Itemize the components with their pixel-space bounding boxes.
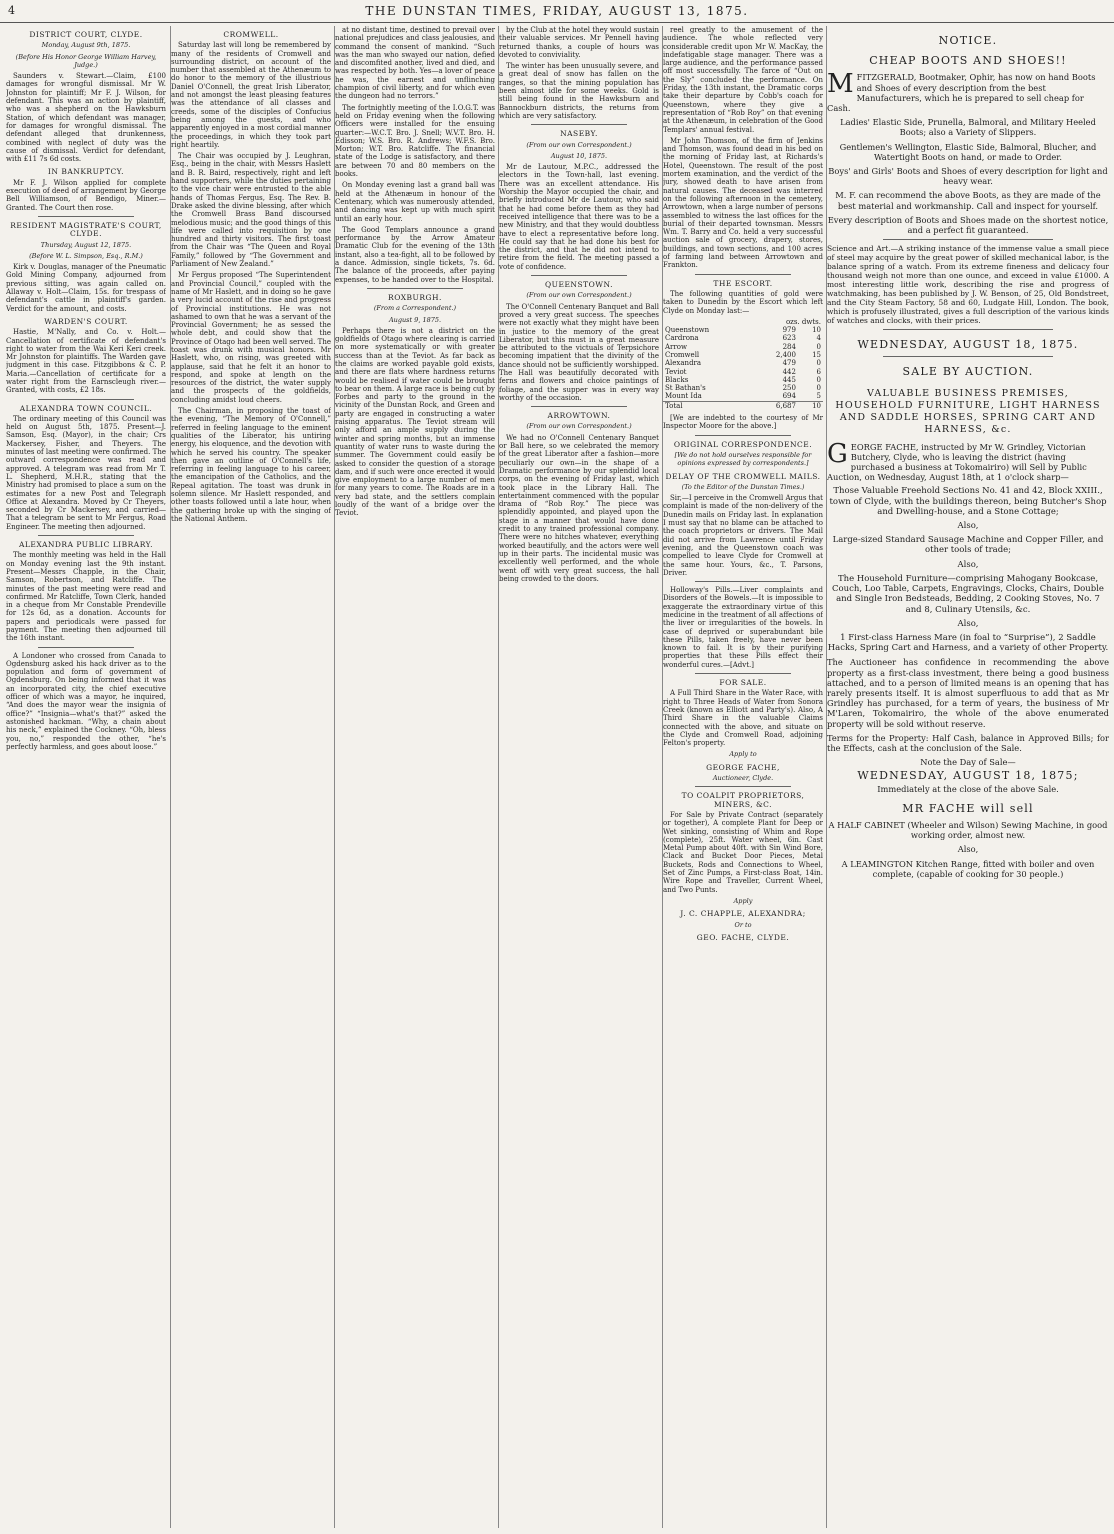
divider: [695, 673, 791, 674]
column-2: [170, 26, 331, 1528]
auction-lot: Also,: [957, 559, 979, 570]
divider: [531, 275, 627, 276]
rm-court-bench: (Before W. L. Simpson, Esq., R.M.): [29, 251, 143, 260]
auction-terms: Terms for the Property: Half Cash, balance in Approved Bills; for the Effects, cash at the conclusion of the Sale.: [827, 732, 1109, 753]
original-correspondence-disclaimer: [We do not hold ourselves responsible for opinions expressed by correspondents.]: [674, 450, 812, 468]
escort-dwt: 6: [816, 367, 821, 376]
boots-heading: CHEAP BOOTS AND SHOES!!: [869, 54, 1067, 68]
for-sale-heading: FOR SALE.: [719, 678, 767, 688]
divider: [883, 356, 1052, 357]
roxburgh-heading: ROXBURGH.: [388, 292, 442, 302]
for-sale-apply: Apply to: [729, 750, 757, 759]
continued-text-2: The fortnightly meeting of the I.O.G.T. was held on Friday evening when the following Officers were installed for the ensuing quarter:—W.C.T. Bro. J. Snell; W.V.T. Bro. H. Edisson; W.S. Bro. R. Andrews; W.F.S. Bro. Morton; W.T. Bro. Ratcliffe. The financial state of the Lodge is satisfactory, and there are between 70 and 80 members on the books.: [335, 103, 495, 179]
arrowtown-continued-text: reel greatly to the amusement of the audience. The whole reflected very considerable credit upon Mr W. MacKay, the indefatigable stage manager. There was a large audience, and the performance passed off most successfully. The farce of “Out on the Sly” concluded the performance. On Friday, the 13th instant, the Dramatic corps take their departure by Cobb's coach for Queenstown, where they give a representation of “Rob Roy” on that evening at the Athenæum, in celebration of the Good Templars' annual festival.: [663, 26, 823, 134]
escort-dwt: 0: [816, 384, 821, 393]
escort-oz: 623: [782, 334, 796, 343]
club-text: by the Club at the hotel they would sustain their valuable services. Mr Pennell having returned thanks, a couple of hours was devoted to conviviality.: [499, 26, 659, 59]
range-text: A LEAMINGTON Kitchen Range, fitted with boiler and oven complete, (capable of cooking for 30 people.): [841, 858, 1095, 879]
naseby-byline: (From our own Correspondent.): [526, 140, 632, 149]
divider: [695, 435, 791, 436]
escort-place: Cardrona: [665, 334, 699, 343]
coalpit-name-1: J. C. CHAPPLE, ALEXANDRA;: [680, 909, 806, 919]
escort-dwt: 10: [812, 326, 821, 335]
warden-court-text: Hastie, M'Nally, and Co. v. Holt.—Cancellation of certificate of defendant's right to water from the Wai Keri Keri creek. Mr Johnston for plaintiffs. The Warden gave judgment in this case. Fitzgibbons & C. P. Maria.—Cancellation of certificate for a water right from the Earnscleugh river.—Granted, with costs, £2 18s.: [6, 328, 166, 395]
escort-total-label: Total: [663, 401, 751, 410]
boots-item: Boys' and Girls' Boots and Shoes of every description for light and heavy wear.: [828, 166, 1108, 187]
roxburgh-text: Perhaps there is not a district on the goldfields of Otago where clearing is carried on more systematically or with greater success than at the Teviot. As far back as the claims are worked payable gold exists, and there are flats where hardness returns would be realised if water could be brought to bear on them. A large race is being cut by Forbes and party to the ground in the vicinity of the Dunstan Rock, and Green and party are engaged in constructing a water raising apparatus. The Teviot stream will only afford an ample supply during the winter and spring months, but an immense quantity of water runs to waste during the summer. The Government could easily be asked to consider the question of a storage dam, and if such were once erected it would give employment to a large number of men for many years to come. The Roads are in a very bad state, and the settlers complain loudly of the want of a bridge over the Teviot.: [335, 326, 495, 518]
bankruptcy-heading: IN BANKRUPTCY.: [47, 167, 125, 177]
escort-oz: 445: [782, 375, 796, 384]
cabinet-text: A HALF CABINET (Wheeler and Wilson) Sewing Machine, in good working order, almost new.: [828, 819, 1108, 841]
auction-lot: Also,: [957, 521, 979, 532]
escort-oz: 250: [782, 384, 796, 393]
divider: [883, 329, 1052, 330]
cromwell-text-2: The Chair was occupied by J. Leughran, Esq., being in the chair, with Messrs Haslett and B. R. Baird, respectively, right and left hand supporters, while the duties pertaining to the vice chair were entrusted to the able hands of Thomas Fergus, Esq. The Rev. B. Drake asked the divine blessing, after which the Cromwell Brass Band discoursed melodious music; and the good things of this life were called into requisition by one hundred and thirty visitors. The first toast from the Chair was “The Queen and Royal Family,” followed by “The Government and Parliament of New Zealand.”: [171, 152, 331, 269]
original-correspondence-heading: ORIGINAL CORRESPONDENCE.: [673, 439, 813, 449]
boots-dropcap: M: [827, 69, 854, 100]
rm-court-heading: RESIDENT MAGISTRATE'S COURT, CLYDE.: [10, 220, 162, 239]
escort-dwt: 4: [816, 334, 821, 343]
escort-place: St Bathan's: [665, 384, 706, 393]
escort-dwt: 0: [816, 342, 821, 351]
escort-place: Teviot: [665, 367, 687, 376]
escort-place: Arrow: [665, 342, 687, 351]
boots-item: Gentlemen's Wellington, Elastic Side, Balmoral, Blucher, and Watertight Boots on hand, or made to Order.: [839, 141, 1097, 162]
escort-dwt: 5: [816, 392, 821, 401]
table-row: [663, 343, 823, 351]
escort-total-oz: 6,687: [751, 401, 798, 410]
column-4: [498, 26, 659, 1528]
divider: [38, 535, 134, 536]
escort-note: [We are indebted to the courtesy of Mr Inspector Moore for the above.]: [663, 414, 823, 431]
for-sale-name: GEORGE FACHE,: [706, 762, 780, 772]
page-number: 4: [8, 4, 17, 17]
continued-text-1: at no distant time, destined to prevail over national prejudices and class jealousies, and command the consent of mankind. “Such was the man who swayed our nation, defied and discomfited another, lived and died, and was respected by both. Yes—a lover of peace he was, the earnest and unflinching champion of civil liberty, and for which even the dungeon had no terrors.”: [335, 26, 495, 101]
auction-intro: [827, 438, 1109, 483]
divider: [38, 399, 134, 400]
district-court-bench: (Before His Honor George William Harvey, Judge.): [15, 52, 157, 69]
arrowtown-heading: ARROWTOWN.: [547, 411, 611, 421]
escort-place: Mount Ida: [665, 392, 702, 401]
divider: [531, 124, 627, 125]
escort-unit-row: [663, 318, 823, 326]
escort-intro: The following quantities of gold were taken to Dunedin by the Escort which left Clyde on Monday last:—: [663, 289, 823, 315]
divider: [695, 786, 791, 787]
column-3: [334, 26, 495, 1528]
coalpit-name-2: GEO. FACHE, CLYDE.: [696, 932, 790, 942]
delay-mails-heading: DELAY OF THE CROMWELL MAILS.: [665, 471, 821, 481]
auction-intro-text: EORGE FACHE, instructed by Mr W. Grindley, Victorian Butchery, Clyde, who is leaving the district (having purchased a business at Tokomairiro) will Sell by Public Auction, on Wednesday, August 18th, at 1 o'clock sharp—: [827, 441, 1087, 483]
arrowtown-byline: (From our own Correspondent.): [526, 422, 632, 431]
divider: [367, 288, 463, 289]
queenstown-byline: (From our own Correspondent.): [526, 291, 632, 300]
rm-court-date: Thursday, August 12, 1875.: [40, 240, 132, 249]
escort-total-dwt: 10: [798, 401, 823, 410]
arrowtown-text: We had no O'Connell Centenary Banquet or Ball here, so we celebrated the memory of the great Liberator after a fashion—more peculiarly our own—in the shape of a Dramatic performance by our splendid local corps, on the evening of Friday last, which took place in the Library Hall. The entertainment commenced with the popular drama of “Rob Roy.” The piece was splendidly appointed, and played upon the stage in a manner that would have done credit to any trained professional company. There were no hitches whatever, everything worked beautifully, and the actors were well up in their parts. The incidental music was excellently well performed, and the whole went off with very great success, the hall being crowded to the doors.: [499, 433, 659, 583]
escort-dwt: 15: [812, 350, 821, 359]
alexandra-council-text: The ordinary meeting of this Council was held on August 5th, 1875. Present—J. Samson, Esq. (Mayor), in the chair; Crs Mackersey, Fisher, and Theyers. The minutes of last meeting were confirmed. The outward correspondence was read and approved. A telegram was read from Mr T. L. Shepherd, M.H.R., stating that the Ministry had promised to place a sum on the estimates for a new Post and Telegraph Office at Alexandra. Moved by Cr Theyers, seconded by Cr Mackersey, and carried—That a telegram be sent to Mr Fergus, Road Engineer. The meeting then adjourned.: [6, 414, 166, 531]
escort-place: Cromwell: [665, 350, 700, 359]
boots-item: M. F. can recommend the above Boots, as they are made of the best material and workmanship. Call and inspect for yourself.: [835, 190, 1101, 211]
table-row: [663, 392, 823, 401]
escort-oz: 284: [782, 342, 796, 351]
table-row: [663, 359, 823, 367]
column-5: [662, 26, 823, 1528]
auction-lot: The Household Furniture—comprising Mahogany Bookcase, Couch, Loo Table, Carpets, Engravings, Clocks, Chairs, Double and Single Iron Bedsteads, Bedding, 2 Cooking Stoves, No. 7 and 8, Culinary Utensils, &c.: [832, 573, 1104, 615]
auction-lot: Those Valuable Freehold Sections No. 41 and 42, Block XXIII., town of Clyde, with the buildings thereon, being Butcher's Shop and Dwelling-house, and a Stone Cottage;: [829, 486, 1107, 517]
continued-text-3: On Monday evening last a grand ball was held at the Athenæum in honour of the Centenary, which was numerously attended, and dancing was kept up with much spirit until an early hour.: [335, 181, 495, 223]
roxburgh-byline: (From a Correspondent.): [373, 304, 457, 313]
escort-oz: 2,400: [775, 350, 796, 359]
coalpit-text: For Sale by Private Contract (separately or together), A complete Plant for Deep or Wet sinking, consisting of Whim and Rope (complete), 25ft. Water wheel, 6in. Cast Metal Pump about 40ft. with Sin Wind Bore, Clack and Bucket Door Pieces, Metal Buckets, Rods and Connections to Wheel, Set of Zinc Pumps, a First-class Boat, 14in. Wire Rope and Traveller, Current Wheel, and Two Punts.: [663, 810, 823, 894]
science-art-text: Science and Art.—A striking instance of the immense value a small piece of steel may acquire by the great power of skilled mechanical labor, is the balance spring of a watch. From its extreme fineness and delicacy four thousand weigh not more than one ounce, and exceed in value £1000. A most interesting little work, describing the rise and progress of watchmaking, has been published by J. W. Benson, of 25, Old Bondstreet, and the City Steam Factory, 58 and 60, Ludgate Hill, London. The book, which is profusely illustrated, gives a full description of the various kinds of watches and clocks, with their prices.: [827, 244, 1109, 326]
escort-oz: 694: [782, 392, 796, 401]
auction-confidence: The Auctioneer has confidence in recommending the above property as a first-class investment, there being a good business attached, and to a person of limited means is an opening that has rarely presents itself. It is almost superfluous to add that as Mr Grindley has purchased, for a term of years, the business of Mr M'Laren, Tokomairiro, the whole of the above enumerated property will be sold without reserve.: [827, 657, 1109, 729]
library-heading: ALEXANDRA PUBLIC LIBRARY.: [19, 540, 153, 550]
auction-dropcap: G: [827, 438, 848, 469]
notice-heading: NOTICE.: [938, 34, 998, 47]
boots-item: Every description of Boots and Shoes made on the shortest notice, and a perfect fit guaranteed.: [827, 214, 1109, 236]
queenstown-text: The O'Connell Centenary Banquet and Ball proved a very great success. The speeches were not exactly what they might have been in justice to the memory of the great Liberator, but this must in a great measure be attributed to the victuals of Terpsichore becoming impatient that the divinity of the dance should not be sufficiently worshipped. The Hall was beautifully decorated with ferns and flowers and choice paintings of foliage, and the supper was in every way worthy of the occasion.: [499, 302, 659, 402]
obituary-text: Mr John Thomson, of the firm of Jenkins and Thomson, was found dead in his bed on the morning of Friday last, at Richards's Hotel, Queenstown. The result of the post mortem examination, and the verdict of the jury, showed death to have arisen from natural causes. The deceased was interred on the following afternoon in the cemetery, Arrowtown, when a large number of persons assembled to witness the last offices for the burial of their departed townsman. Messrs Wm. T. Barry and Co. held a very successful auction sale of grocery, drapery, stores, buildings, and town sections, and 100 acres of farming land between Arrowtown and Frankton.: [663, 136, 823, 270]
naseby-text: Mr de Lautour, M.P.C., addressed the electors in the Town-hall, last evening. There was an excellent attendance. His Worship the Mayor occupied the chair, and briefly introduced Mr de Lautour, who said that he had come before them as they had received intelligence that there was to be a new Ministry, and that they would doubtless have to elect a representative before long. He could say that he had done his best for the district, and that he did not intend to retire from the field. The meeting passed a vote of confidence.: [499, 163, 659, 271]
for-sale-title: Auctioneer, Clyde.: [712, 774, 774, 783]
boots-intro: [827, 69, 1109, 114]
escort-place: Queenstown: [665, 326, 710, 335]
note-day-date: WEDNESDAY, AUGUST 18, 1875;: [857, 769, 1079, 783]
anecdote-text: A Londoner who crossed from Canada to Ogdensburg asked his hack driver as to the population and form of government of Ogdensburg. On being informed that it was an incorporated city, the chief executive officer of which was a mayor, he inquired, “And does the mayor wear the insignia of office?” “Insignia—what's that?” asked the astonished hackman. “Why, a chain about his neck,” explained the Cockney. “Oh, bless you, no,” responded the other, “he's perfectly harmless, and goes about loose.”: [6, 651, 166, 751]
immediately-text: Immediately at the close of the above Sale.: [877, 783, 1059, 794]
escort-oz: 979: [782, 326, 796, 335]
district-court-text: Saunders v. Stewart.—Claim, £100 damages for wrongful dismissal. Mr W. Johnston for plaintiff; Mr F. J. Wilson, for defendant. This was an action by plaintiff, who was a shepherd on the Hawksburn Station, of which defendant was manager, for damages for wrongful dismissal. The defendant alleged that drunkenness, combined with neglect of duty was the cause of dismissal. Verdict for defendant, with £11 7s 6d costs.: [6, 72, 166, 164]
masthead-title: THE DUNSTAN TIMES, FRIDAY, AUGUST 13, 1875.: [365, 4, 749, 18]
cromwell-heading: CROMWELL.: [223, 30, 279, 39]
divider: [695, 581, 791, 582]
divider: [695, 274, 791, 275]
escort-place: Alexandra: [665, 359, 702, 368]
boots-text: FITZGERALD, Bootmaker, Ophir, has now on hand Boots and Shoes of every description from the best Manufacturers, which he is prepared to sell cheap for Cash.: [827, 72, 1096, 114]
fache-will-sell: MR FACHE will sell: [902, 801, 1034, 815]
table-row: [663, 334, 823, 342]
holloway-ad: Holloway's Pills.—Liver complaints and Disorders of the Bowels.—It is impossible to exaggerate the extraordinary virtue of this medicine in the treatment of all affections of the liver or irregularities of the bowels. In case of deprived or superabundant bile these Pills, taken freely, have never been known to fail. It is by their purifying properties that these Pills effect their wonderful cures.—[Advt.]: [663, 586, 823, 669]
auction-heading: SALE BY AUCTION.: [902, 365, 1034, 379]
column-1: [6, 26, 166, 1528]
district-court-heading: DISTRICT COURT, CLYDE.: [29, 30, 143, 39]
cromwell-text-1: Saturday last will long be remembered by many of the residents of Cromwell and surrounding district, on account of the number that assembled at the Athenæum to do honor to the memory of the illustrious Daniel O'Connell, the great Irish Liberator, and not amongst the least pleasing features was the attendance of all classes and creeds, some of the disciples of Confucius being among the guests, and who apparently enjoyed in a most cordial manner the proceedings, in which they took part right heartily.: [171, 41, 331, 149]
naseby-heading: NASEBY.: [560, 129, 598, 139]
escort-total-row: [663, 401, 823, 410]
coalpit-or: Or to: [734, 920, 752, 929]
auction-lot: 1 First-class Harness Mare (in foal to “Surprise”), 2 Saddle Hacks, Spring Cart and Harness, and a variety of other Property.: [827, 632, 1109, 654]
cromwell-text-4: The Chairman, in proposing the toast of the evening, “The Memory of O'Connell,” referred in feeling language to the eminent qualities of the Liberator, his untiring energy, his eloquence, and the devotion with which he served his country. The speaker then gave an outline of O'Connell's life, referring in feeling language to his career, the emancipation of the Catholics, and the Repeal agitation. The toast was drunk in solemn silence. Mr Haslett responded, and other toasts followed until a late hour, when the gathering broke up with the singing of the National Anthem.: [171, 407, 331, 523]
divider: [883, 239, 1052, 240]
auction-lot: Also,: [957, 618, 979, 629]
for-sale-text: A Full Third Share in the Water Race, with right to Three Heads of Water from Sonora Creek (known as Elliott and Party's). Also, A Third Share in the valuable Claims connected with the above, and situate on the Clyde and Cromwell Road, adjoining Felton's property.: [663, 689, 823, 748]
district-court-date: Monday, August 9th, 1875.: [41, 41, 131, 50]
escort-unit-label: ozs. dwts.: [785, 317, 821, 326]
column-6-advertisements: [826, 26, 1109, 1528]
continued-text-4: The Good Templars announce a grand performance by the Arrow Amateur Dramatic Club for the evening of the 13th instant, also a tea-fight, all to be followed by a dance. Admission, single tickets, 7s. 6d. The balance of the proceeds, after paying expenses, to be handed over to the Hospital.: [335, 225, 495, 284]
masthead: [0, 0, 1114, 23]
table-row: [663, 351, 823, 359]
warden-court-heading: WARDEN'S COURT.: [44, 316, 128, 326]
note-day-label: Note the Day of Sale—: [920, 757, 1016, 768]
delay-mails-text: Sir,—I perceive in the Cromwell Argus that complaint is made of the non-delivery of the Dunedin mails on Friday last. In explanation I must say that no blame can be attached to the coach proprietors or drivers. The Mail did not arrive from Lawrence until Friday evening, and the Queenstown coach was compelled to leave Clyde for Cromwell at the same hour. Yours, &c., T. Parsons, Driver.: [663, 494, 823, 577]
table-row: [663, 368, 823, 376]
boots-item: Ladies' Elastic Side, Prunella, Balmoral, and Military Heeled Boots; also a Variety of Slippers.: [840, 117, 1096, 138]
coalpit-apply: Apply: [733, 896, 753, 905]
table-row: [663, 384, 823, 392]
divider: [531, 406, 627, 407]
auction-lot: Large-sized Standard Sausage Machine and Copper Filler, and other tools of trade;: [832, 535, 1104, 556]
table-row: [663, 376, 823, 384]
escort-dwt: 0: [816, 375, 821, 384]
escort-oz: 479: [782, 359, 796, 368]
bankruptcy-text: Mr F. J. Wilson applied for complete execution of deed of arrangement by George Bell Williamson, of Bendigo, Miner.—Granted. The Court then rose.: [6, 178, 166, 212]
queenstown-heading: QUEENSTOWN.: [545, 280, 613, 290]
coalpit-heading: TO COALPIT PROPRIETORS, MINERS, &C.: [681, 791, 805, 809]
weather-text: The winter has been unusually severe, and a great deal of snow has fallen on the ranges, so that the mining population has been almost idle for some weeks. Gold is still being found in the Hawksburn and Bannockburn districts, the returns from which are very satisfactory.: [499, 62, 659, 120]
cromwell-text-3: Mr Fergus proposed “The Superintendent and Provincial Council,” coupled with the name of Mr Haslett, and in doing so he gave a very lucid account of the rise and progress of Provincial institutions. He was not ashamed to own that he was a servant of the Provincial Government; he as sessed the whole debt, and could show that the Province of Otago had been well served. The toast was drunk with musical honors. Mr Haslett, who, on rising, was greeted with applause, said that he felt it an honor to respond, and spoke at length on the resources of the district, the water supply and the prospects of the goldfields, concluding amidst loud cheers.: [171, 271, 331, 404]
table-row: [663, 326, 823, 334]
escort-table: [663, 318, 823, 410]
escort-oz: 442: [782, 367, 796, 376]
escort-dwt: 0: [816, 359, 821, 368]
divider: [38, 216, 134, 217]
library-text: The monthly meeting was held in the Hall on Monday evening last the 9th instant. Present—Messrs Chapple, in the Chair, Samson, Robertson, and Ratcliffe. The minutes of the past meeting were read and confirmed. Mr Ratcliffe, Town Clerk, handed in a cheque from Mr Constable Prendeville for 12s 6d, as a donation. Accounts for papers and periodicals were passed for payment. The meeting then adjourned till the 16th instant.: [6, 551, 166, 643]
also-text: Also,: [957, 844, 979, 855]
rm-court-text: Kirk v. Douglas, manager of the Pneumatic Gold Mining Company, adjourned from previous sitting, was again called on. Allaway v. Holt—Claim, 15s. for trespass of defendant's cattle in plaintiff's garden. Verdict for the amount, and costs.: [6, 263, 166, 313]
escort-place: Blacks: [665, 375, 689, 384]
roxburgh-date: August 9, 1875.: [388, 315, 442, 324]
issue-date-heading: WEDNESDAY, AUGUST 18, 1875.: [857, 338, 1079, 352]
auction-title: VALUABLE BUSINESS PREMISES, HOUSEHOLD FURNITURE, LIGHT HARNESS AND SADDLE HORSES, SPRING CART AND HARNESS, &c.: [835, 387, 1101, 435]
naseby-date: August 10, 1875.: [550, 151, 608, 160]
divider: [38, 647, 134, 648]
delay-mails-sub: (To the Editor of the Dunstan Times.): [681, 482, 805, 491]
alexandra-council-heading: ALEXANDRA TOWN COUNCIL.: [19, 403, 153, 413]
escort-heading: THE ESCORT.: [713, 278, 773, 288]
